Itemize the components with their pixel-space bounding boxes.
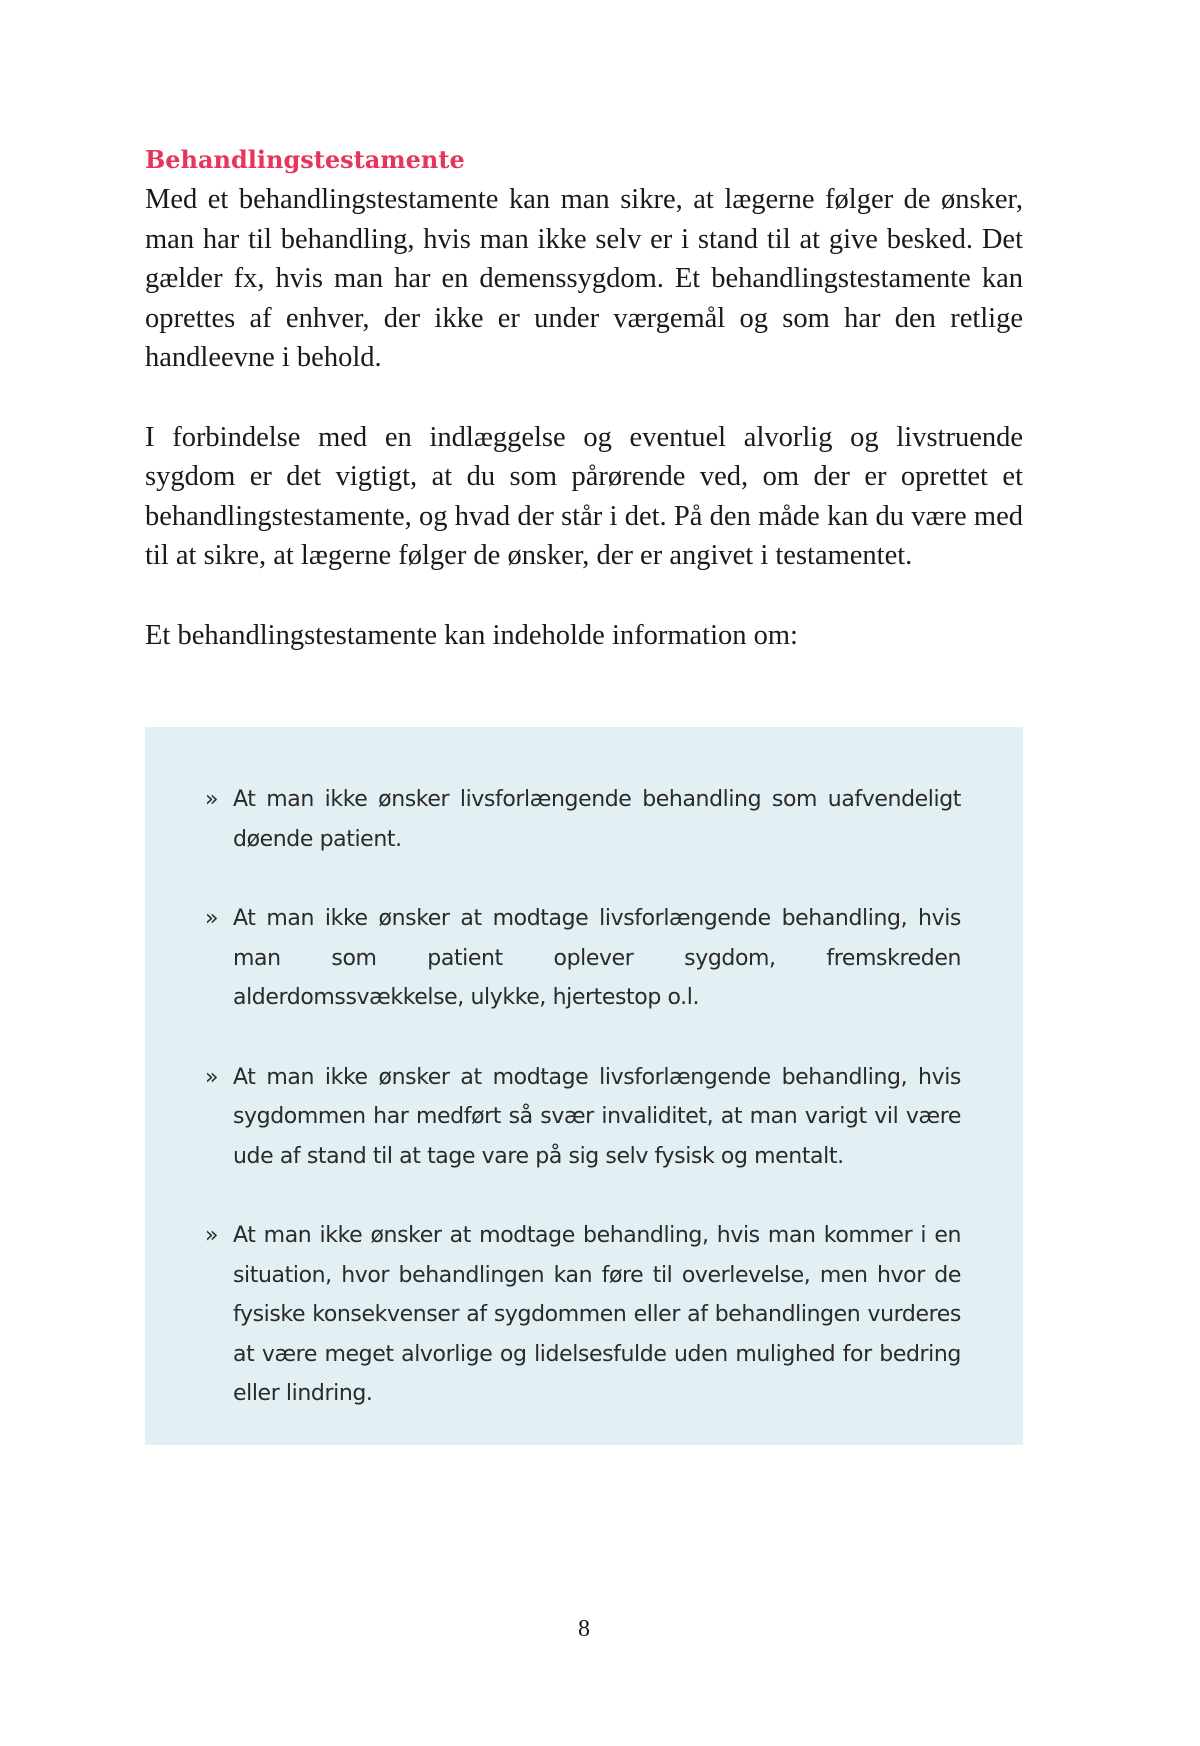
list-item-text: At man ikke ønsker livsforlængende behandling som uafvendeligt døende patient. [233,787,961,852]
list-item-text: At man ikke ønsker at modtage livsforlængende behandling, hvis man som patient oplever sygdom, fremskreden alderdomssvækkelse, ulykke, hjertestop o.l. [233,906,961,1010]
bullet-marker-icon: » [205,787,219,812]
paragraph: I forbindelse med en indlæggelse og eventuel alvorlig og livstruende sygdom er det vigtigt, at du som pårørende ved, om der er oprettet et behandlingstestamente, og hvad der står i det. På den måde kan du være med til at sikre, at lægerne følger de ønsker, der er angivet i testamentet. [145,421,1023,571]
list-item-text: At man ikke ønsker at modtage behandling, hvis man kommer i en situation, hvor behandlingen kan føre til overlevelse, men hvor de fysiske konsekvenser af sygdommen eller af behandlingen vurderes at være meget alvorlige og lidelsesfulde uden mulighed for bedring eller lindring. [233,1223,961,1406]
list-item [205,780,961,859]
main-content [145,140,1023,655]
list-item [205,899,961,1018]
bullet-marker-icon: » [205,906,219,931]
bullet-marker-icon: » [205,1223,219,1248]
paragraph: Med et behandlingstestamente kan man sikre, at lægerne følger de ønsker, man har til behandling, hvis man ikke selv er i stand til at give besked. Det gælder fx, hvis man har en demenssygdom. Et behandlingstestamente kan oprettes af enhver, der ikke er under værgemål og som har den retlige handleevne i behold. [145,184,1023,373]
list-item [205,1058,961,1177]
bullet-marker-icon: » [205,1064,219,1090]
list-item-text: At man ikke ønsker at modtage livsforlængende behandling, hvis sygdommen har medført så svær invaliditet, at man varigt vil være ude af stand til at tage vare på sig selv fysisk og mentalt. [233,1064,961,1169]
info-box [145,727,1023,1445]
section-heading: Behandlingstestamente [145,145,465,174]
page-number: 8 [578,1616,590,1642]
bullet-list [205,780,961,1454]
list-item [205,1216,961,1414]
intro-text: Et behandlingstestamente kan indeholde information om: [145,619,798,651]
